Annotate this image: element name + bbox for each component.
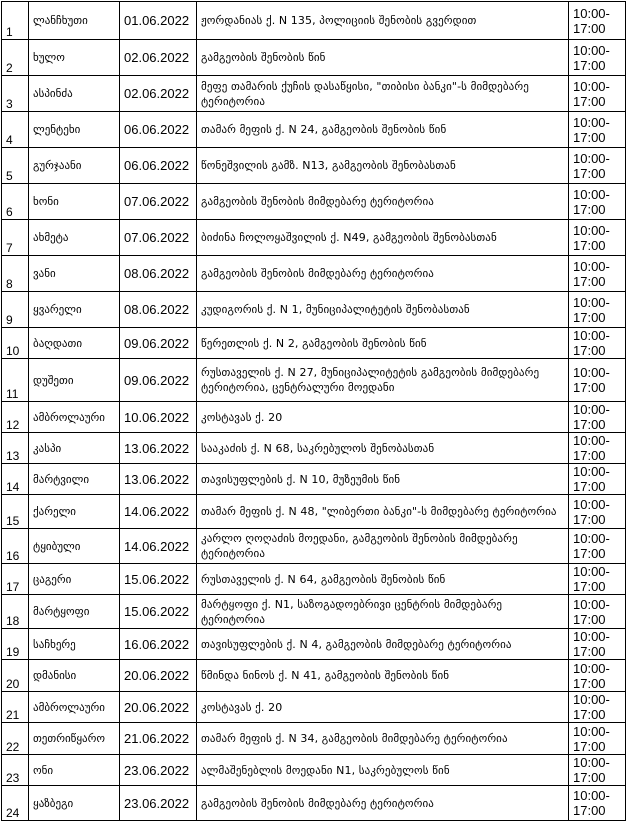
location-address: ბიძინა ჩოლოყაშვილის ქ. N49, გამგეობის შენობასთან [197, 220, 569, 256]
working-hours [569, 564, 626, 595]
table-row [2, 76, 626, 112]
visit-date: 20.06.2022 [120, 660, 197, 692]
visit-date: 23.06.2022 [120, 786, 197, 821]
time-start: 10:00- [573, 78, 610, 94]
city-name: ტყიბული [29, 529, 120, 564]
row-number: 16 [2, 529, 29, 564]
visit-date: 13.06.2022 [120, 464, 197, 495]
city-name: ყვარელი [29, 292, 120, 328]
time-start: 10:00- [573, 433, 610, 448]
time-end: 17:00 [573, 579, 606, 594]
visit-date: 10.06.2022 [120, 402, 197, 433]
working-hours [569, 786, 626, 821]
working-hours [569, 76, 626, 112]
working-hours [569, 112, 626, 148]
table-row [2, 220, 626, 256]
row-number: 24 [2, 786, 29, 821]
visit-date: 14.06.2022 [120, 495, 197, 529]
time-end: 17:00 [573, 57, 606, 73]
row-number: 2 [2, 40, 29, 76]
city-name: ვანი [29, 256, 120, 292]
time-start: 10:00- [573, 5, 610, 21]
location-address: კოსტავას ქ. 20 [197, 692, 569, 723]
table-row [2, 328, 626, 359]
working-hours [569, 723, 626, 755]
time-end: 17:00 [573, 129, 606, 145]
city-name: ახმეტა [29, 220, 120, 256]
row-number: 14 [2, 464, 29, 495]
city-name: ხონი [29, 184, 120, 220]
table-row [2, 184, 626, 220]
time-end: 17:00 [573, 93, 606, 109]
location-address: გამგეობის შენობის წინ [197, 40, 569, 76]
time-start: 10:00- [573, 294, 610, 310]
working-hours [569, 256, 626, 292]
visit-date: 15.06.2022 [120, 595, 197, 629]
city-name: ამბროლაური [29, 692, 120, 723]
time-end: 17:00 [573, 20, 606, 36]
visit-date: 07.06.2022 [120, 220, 197, 256]
visit-date: 20.06.2022 [120, 692, 197, 723]
row-number: 19 [2, 629, 29, 660]
city-name: ცაგერი [29, 564, 120, 595]
table-row [2, 723, 626, 755]
row-number: 15 [2, 495, 29, 529]
row-number: 1 [2, 2, 29, 40]
time-start: 10:00- [573, 150, 610, 166]
row-number: 21 [2, 692, 29, 723]
time-start: 10:00- [573, 328, 610, 343]
table-row [2, 692, 626, 723]
time-end: 17:00 [573, 511, 606, 527]
visit-date: 16.06.2022 [120, 629, 197, 660]
working-hours [569, 292, 626, 328]
time-start: 10:00- [573, 692, 610, 707]
time-end: 17:00 [573, 675, 606, 691]
visit-date: 08.06.2022 [120, 292, 197, 328]
row-number: 3 [2, 76, 29, 112]
working-hours [569, 660, 626, 692]
time-start: 10:00- [573, 222, 610, 238]
city-name: თეთრიწყარო [29, 723, 120, 755]
row-number: 22 [2, 723, 29, 755]
table-row [2, 256, 626, 292]
working-hours [569, 328, 626, 359]
table-row [2, 292, 626, 328]
time-end: 17:00 [573, 644, 606, 659]
time-start: 10:00- [573, 114, 610, 130]
location-address: წმინდა ნინოს ქ. N 41, გამგეობის შენობის წინ [197, 660, 569, 692]
city-name: საჩხერე [29, 629, 120, 660]
row-number: 10 [2, 328, 29, 359]
time-start: 10:00- [573, 660, 610, 676]
time-end: 17:00 [573, 546, 606, 561]
city-name: ხულო [29, 40, 120, 76]
location-address: გამგეობის შენობის მიმდებარე ტერიტორია [197, 256, 569, 292]
time-start: 10:00- [573, 788, 610, 803]
visit-date: 01.06.2022 [120, 2, 197, 40]
row-number: 4 [2, 112, 29, 148]
row-number: 13 [2, 433, 29, 464]
table-row [2, 433, 626, 464]
row-number: 17 [2, 564, 29, 595]
time-end: 17:00 [573, 803, 606, 818]
table-row [2, 564, 626, 595]
time-start: 10:00- [573, 464, 610, 479]
working-hours [569, 359, 626, 402]
city-name: ბაღდათი [29, 328, 120, 359]
working-hours [569, 433, 626, 464]
time-end: 17:00 [573, 309, 606, 325]
working-hours [569, 464, 626, 495]
visit-date: 14.06.2022 [120, 529, 197, 564]
time-end: 17:00 [573, 165, 606, 181]
table-row [2, 2, 626, 40]
time-end: 17:00 [573, 201, 606, 217]
time-start: 10:00- [573, 42, 610, 58]
visit-date: 09.06.2022 [120, 328, 197, 359]
time-start: 10:00- [573, 258, 610, 274]
city-name: ასპინძა [29, 76, 120, 112]
city-name: ლენტეხი [29, 112, 120, 148]
time-start: 10:00- [573, 723, 610, 739]
working-hours [569, 755, 626, 786]
table-row [2, 629, 626, 660]
working-hours [569, 529, 626, 564]
time-end: 17:00 [573, 237, 606, 253]
time-start: 10:00- [573, 564, 610, 579]
time-start: 10:00- [573, 365, 610, 380]
working-hours [569, 40, 626, 76]
row-number: 20 [2, 660, 29, 692]
working-hours [569, 220, 626, 256]
time-end: 17:00 [573, 343, 606, 358]
city-name: ონი [29, 755, 120, 786]
location-address: რუსთაველის ქ. N 27, მუნიციპალიტეტის გამგეობის მიმდებარე ტერიტორია, ცენტრალური მოედანი [197, 359, 569, 402]
time-start: 10:00- [573, 596, 610, 612]
city-name: ქარელი [29, 495, 120, 529]
location-address: გამგეობის შენობის მიმდებარე ტერიტორია [197, 786, 569, 821]
location-address: კარლო ღოღაძის მოედანი, გამგეობის შენობის მიმდებარე ტერიტორია [197, 529, 569, 564]
row-number: 8 [2, 256, 29, 292]
working-hours [569, 595, 626, 629]
location-address: სააკაძის ქ. N 68, საკრებულოს შენობასთან [197, 433, 569, 464]
location-address: წერეთლის ქ. N 2, გამგეობის შენობის წინ [197, 328, 569, 359]
table-row [2, 660, 626, 692]
visit-date: 08.06.2022 [120, 256, 197, 292]
time-start: 10:00- [573, 755, 610, 770]
time-end: 17:00 [573, 273, 606, 289]
visit-date: 21.06.2022 [120, 723, 197, 755]
city-name: ყაზბეგი [29, 786, 120, 821]
row-number: 5 [2, 148, 29, 184]
row-number: 7 [2, 220, 29, 256]
table-row [2, 112, 626, 148]
table-row [2, 495, 626, 529]
time-end: 17:00 [573, 707, 606, 722]
visit-date: 07.06.2022 [120, 184, 197, 220]
location-address: ჟორდანიას ქ. N 135, პოლიციის შენობის გვერდით [197, 2, 569, 40]
city-name: ამბროლაური [29, 402, 120, 433]
row-number: 9 [2, 292, 29, 328]
time-end: 17:00 [573, 479, 606, 494]
working-hours [569, 2, 626, 40]
time-start: 10:00- [573, 402, 610, 417]
location-address: კუდიგორის ქ. N 1, მუნიციპალიტეტის შენობასთან [197, 292, 569, 328]
schedule-body [2, 2, 626, 821]
row-number: 6 [2, 184, 29, 220]
visit-date: 23.06.2022 [120, 755, 197, 786]
location-address: მეფე თამარის ქუჩის დასაწყისი, "თიბისი ბანკი"-ს მიმდებარე ტერიტორია [197, 76, 569, 112]
location-address: მარტყოფი ქ. N1, საზოგადოებრივი ცენტრის მიმდებარე ტერიტორია [197, 595, 569, 629]
table-row [2, 595, 626, 629]
time-start: 10:00- [573, 531, 610, 546]
visit-date: 15.06.2022 [120, 564, 197, 595]
row-number: 18 [2, 595, 29, 629]
table-row [2, 148, 626, 184]
location-address: გამგეობის შენობის მიმდებარე ტერიტორია [197, 184, 569, 220]
time-end: 17:00 [573, 448, 606, 463]
time-end: 17:00 [573, 770, 606, 785]
visit-date: 06.06.2022 [120, 112, 197, 148]
city-name: მარტყოფი [29, 595, 120, 629]
working-hours [569, 148, 626, 184]
table-row [2, 402, 626, 433]
table-row [2, 359, 626, 402]
table-row [2, 464, 626, 495]
time-end: 17:00 [573, 738, 606, 754]
table-row [2, 529, 626, 564]
location-address: თავისუფლების ქ. N 4, გამგეობის მიმდებარე ტერიტორია [197, 629, 569, 660]
visit-date: 09.06.2022 [120, 359, 197, 402]
city-name: დუშეთი [29, 359, 120, 402]
working-hours [569, 402, 626, 433]
city-name: დმანისი [29, 660, 120, 692]
location-address: რუსთაველის ქ. N 64, გამგეობის შენობის წინ [197, 564, 569, 595]
row-number: 12 [2, 402, 29, 433]
working-hours [569, 184, 626, 220]
visit-date: 02.06.2022 [120, 40, 197, 76]
working-hours [569, 629, 626, 660]
location-address: კოსტავას ქ. 20 [197, 402, 569, 433]
city-name: გურჯაანი [29, 148, 120, 184]
table-row [2, 40, 626, 76]
time-start: 10:00- [573, 496, 610, 512]
city-name: კასპი [29, 433, 120, 464]
location-address: თამარ მეფის ქ. N 34, გამგეობის მიმდებარე ტერიტორია [197, 723, 569, 755]
time-start: 10:00- [573, 629, 610, 644]
city-name: მარტვილი [29, 464, 120, 495]
city-name: ლანჩხუთი [29, 2, 120, 40]
location-address: ალმაშენებლის მოედანი N1, საკრებულოს წინ [197, 755, 569, 786]
row-number: 23 [2, 755, 29, 786]
row-number: 11 [2, 359, 29, 402]
visit-date: 06.06.2022 [120, 148, 197, 184]
location-address: თავისუფლების ქ. N 10, მუზეუმის წინ [197, 464, 569, 495]
working-hours [569, 495, 626, 529]
working-hours [569, 692, 626, 723]
schedule-table [1, 1, 626, 821]
location-address: თამარ მეფის ქ. N 48, "ლიბერთი ბანკი"-ს მიმდებარე ტერიტორია [197, 495, 569, 529]
visit-date: 02.06.2022 [120, 76, 197, 112]
time-end: 17:00 [573, 611, 606, 627]
visit-date: 13.06.2022 [120, 433, 197, 464]
table-row [2, 786, 626, 821]
time-end: 17:00 [573, 380, 606, 395]
time-end: 17:00 [573, 417, 606, 432]
location-address: წონეშვილის გამზ. N13, გამგეობის შენობასთან [197, 148, 569, 184]
table-row [2, 755, 626, 786]
location-address: თამარ მეფის ქ. N 24, გამგეობის შენობის წინ [197, 112, 569, 148]
time-start: 10:00- [573, 186, 610, 202]
